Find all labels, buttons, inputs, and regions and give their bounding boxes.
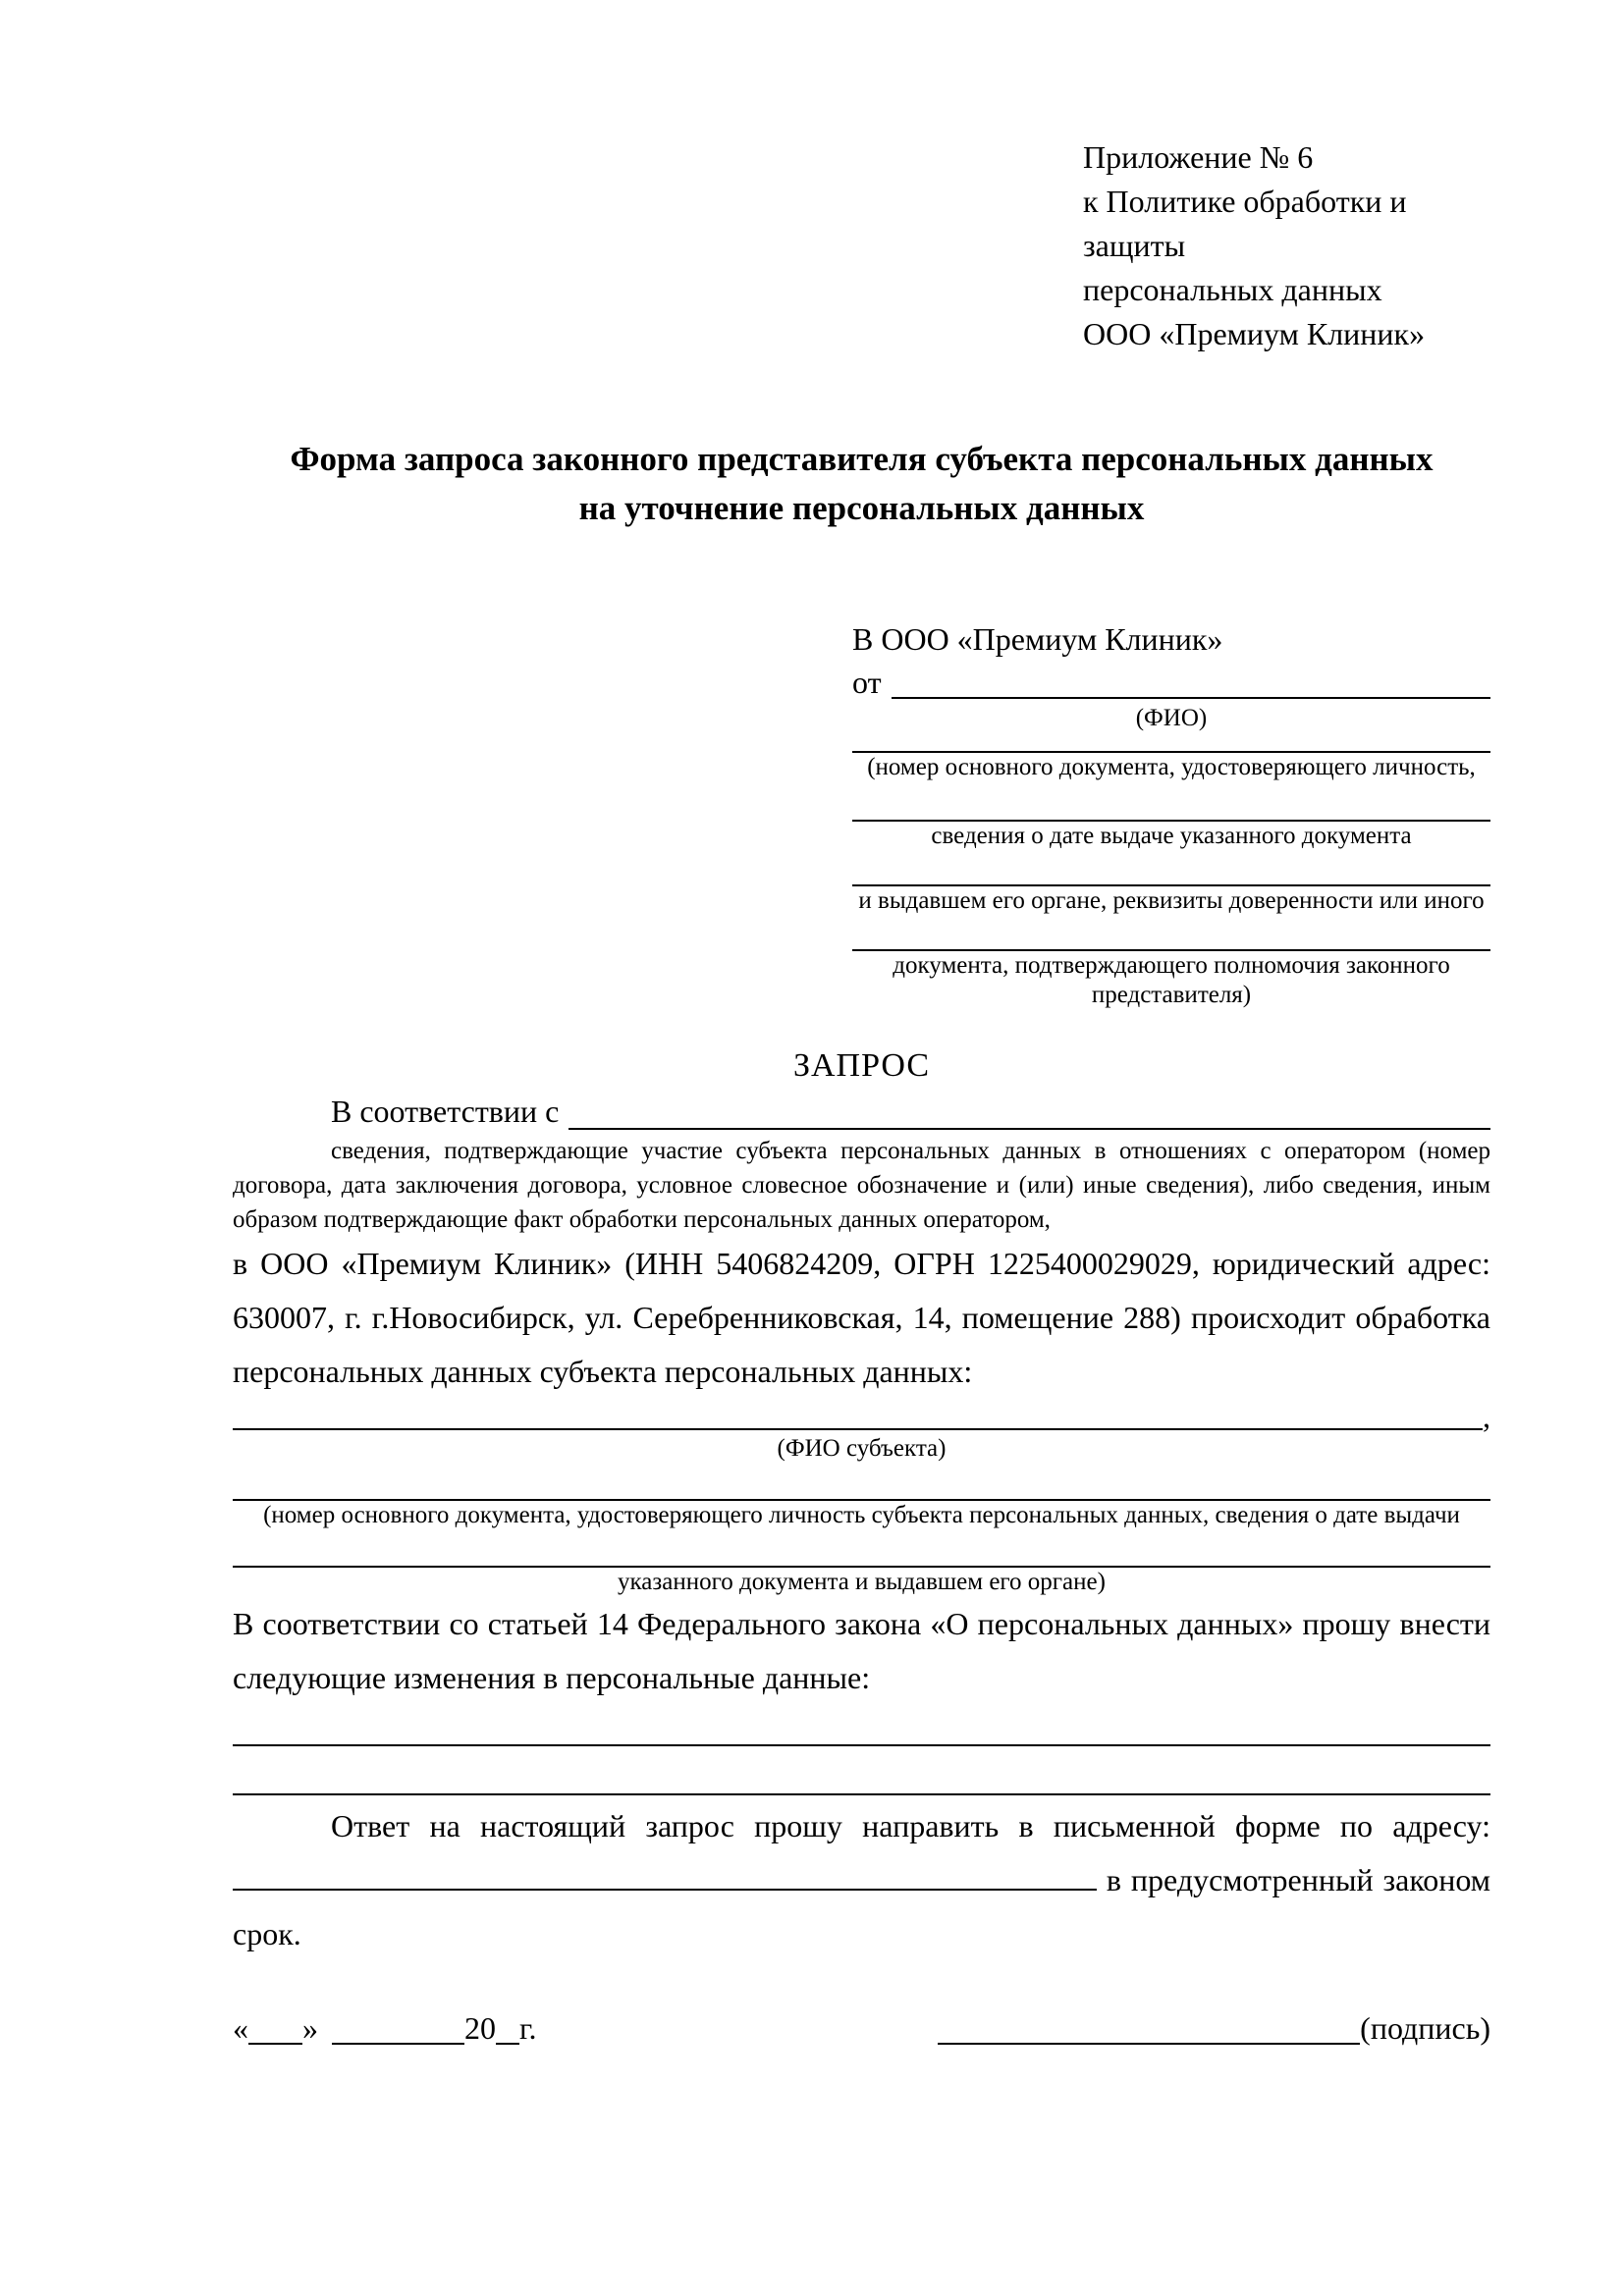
- date-open-quote: «: [233, 2010, 248, 2046]
- date-line: [233, 2006, 537, 2050]
- intro-label: В соответствии с: [331, 1094, 560, 1129]
- reply-paragraph: [233, 1799, 1490, 1961]
- form-title-line-2: на уточнение персональных данных: [578, 489, 1145, 527]
- date-close-quote: »: [302, 2010, 318, 2046]
- address-fill-line: [233, 1865, 1097, 1891]
- subject-fio-caption: (ФИО субъекта): [777, 1435, 947, 1462]
- request-heading: ЗАПРОС: [792, 1047, 931, 1084]
- signature-caption: (подпись): [1360, 2010, 1490, 2046]
- fio-caption: (ФИО): [1135, 705, 1208, 731]
- addressee-block: [852, 617, 1490, 1010]
- fineprint-caption: сведения, подтверждающие участие субъекта персональных данных в отношениях с оператором (номер договора, дата заключения договора, условное словесное обозначение и (или) иные сведения), либо сведения, иным образом подтверждающие факт обработки персональных данных оператором,: [233, 1138, 1490, 1233]
- reply-text-before: Ответ на настоящий запрос прошу направить в письменной форме по адресу:: [331, 1808, 1490, 1843]
- changes-fill-line-1: [233, 1705, 1490, 1746]
- appendix-header-line: к Политике обработки и защиты: [1083, 184, 1407, 263]
- form-title: [233, 435, 1490, 533]
- doc-caption: документа, подтверждающего полномочия законного представителя): [893, 952, 1450, 1008]
- doc-caption: (номер основного документа, удостоверяющего личность,: [867, 754, 1476, 780]
- signature-line: [938, 2006, 1490, 2050]
- appendix-header-line: Приложение № 6: [1083, 139, 1314, 175]
- fio-fill-line: [892, 661, 1490, 699]
- subject-doc-fill-line: [233, 1464, 1490, 1501]
- addressee-org-line: В ООО «Премиум Клиник»: [852, 621, 1223, 657]
- intro-line: [233, 1089, 1490, 1134]
- date-year-field: [496, 2035, 519, 2045]
- subject-doc-caption-2: указанного документа и выдавшем его органе): [618, 1569, 1106, 1595]
- date-month-field: [332, 2035, 464, 2045]
- date-year-prefix: 20: [464, 2010, 496, 2046]
- signature-field: [938, 2035, 1360, 2045]
- operator-paragraph: в ООО «Премиум Клиник» (ИНН 5406824209, ОГРН 1225400029029, юридический адрес: 630007, г. г.Новосибирск, ул. Серебренниковская, 14, помещение 288) происходит обработка персональных данных субъекта персональных данных:: [233, 1246, 1490, 1389]
- appendix-header-line: ООО «Премиум Клиник»: [1083, 316, 1426, 351]
- doc-caption: и выдавшем его органе, реквизиты доверенности или иного: [858, 887, 1485, 914]
- subject-fio-line: [233, 1399, 1490, 1434]
- subject-doc-caption-1: (номер основного документа, удостоверяющего личность субъекта персональных данных, сведения о дате выдачи: [263, 1502, 1460, 1528]
- doc-caption: сведения о дате выдаче указанного документа: [931, 823, 1412, 849]
- doc-fill-line: [852, 851, 1490, 886]
- doc-fill-line: [852, 733, 1490, 753]
- appendix-header: [1083, 135, 1490, 356]
- reply-text-after: в предусмотренный законом срок.: [233, 1862, 1491, 1951]
- from-line: [852, 661, 1490, 704]
- date-year-suffix: г.: [519, 2010, 537, 2046]
- form-title-line-1: Форма запроса законного представителя субъекта персональных данных: [290, 440, 1434, 478]
- date-day-field: [248, 2035, 302, 2045]
- trailing-comma: ,: [1483, 1399, 1490, 1434]
- subject-fio-fill-line: [233, 1428, 1483, 1430]
- changes-fill-line-2: [233, 1746, 1490, 1795]
- doc-fill-line: [852, 782, 1490, 822]
- from-label: от: [852, 665, 882, 700]
- doc-fill-line: [852, 916, 1490, 951]
- law-paragraph: В соответствии со статьей 14 Федерального закона «О персональных данных» прошу внести следующие изменения в персональные данные:: [233, 1606, 1490, 1695]
- appendix-header-line: персональных данных: [1083, 272, 1382, 307]
- date-signature-row: [233, 2006, 1490, 2050]
- subject-doc-fill-line: [233, 1530, 1490, 1568]
- intro-fill-line: [568, 1089, 1490, 1130]
